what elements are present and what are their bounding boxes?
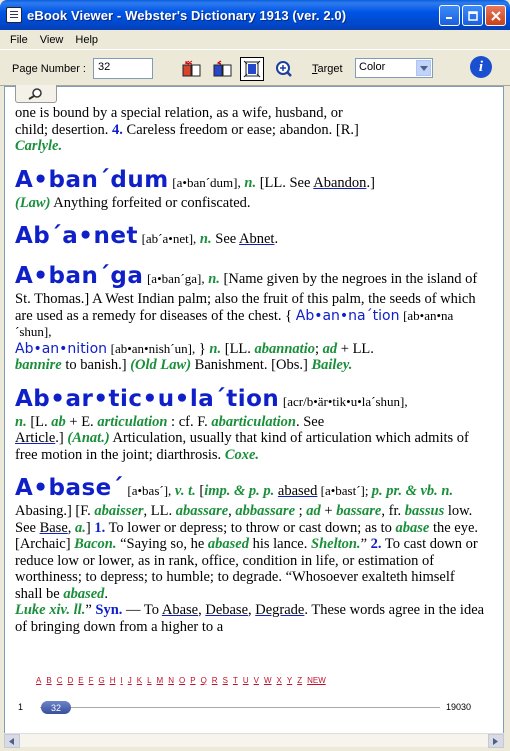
- grammar-label: a.: [75, 519, 86, 536]
- entry-text: [LL.: [221, 340, 255, 357]
- title-bar: [0, 0, 510, 30]
- arrow-left-icon: [9, 738, 15, 745]
- menu-file[interactable]: File: [10, 33, 28, 46]
- alphabet-index: [36, 676, 326, 685]
- maximize-icon: [468, 11, 478, 21]
- author-citation: Coxe.: [224, 446, 260, 463]
- author-citation: Bailey.: [311, 357, 353, 373]
- entry-text: one is bound by a special relation, as a wife, husband, or: [15, 105, 343, 121]
- sub-headword: Ab•an•nition: [15, 340, 108, 357]
- entry-text: child; desertion.: [15, 121, 113, 138]
- entry-text: See: [215, 231, 240, 247]
- entry-text: . See: [295, 413, 325, 430]
- slider-min-label: 1: [18, 702, 24, 712]
- entry-text: : cf. F.: [167, 413, 212, 430]
- alpha-link[interactable]: S: [222, 676, 228, 685]
- definition: .: [104, 585, 109, 602]
- domain-label: (Law): [15, 194, 51, 211]
- entry-text: ]: [85, 519, 95, 536]
- minimize-button[interactable]: [439, 5, 460, 26]
- slider-track[interactable]: [40, 707, 440, 709]
- etymon: bannire: [15, 357, 62, 373]
- definition: . These words agree in the idea of bringing down from a higher to a: [15, 602, 485, 635]
- entry-text: .]: [366, 174, 375, 191]
- entry-text: to banish.]: [61, 357, 131, 373]
- close-icon: [491, 11, 501, 21]
- pronunciation: [a•bas´],: [127, 483, 172, 498]
- sense-number: 2.: [370, 536, 382, 552]
- menu-bar: [0, 30, 510, 49]
- etymon: ad: [322, 340, 338, 357]
- alpha-link[interactable]: H: [109, 676, 116, 685]
- entry-text: , fr.: [381, 503, 405, 519]
- synonym-label: Syn.: [95, 602, 123, 618]
- example-word: abased: [207, 536, 249, 552]
- magnifier-icon: [26, 88, 46, 100]
- alpha-link[interactable]: NEW: [307, 676, 326, 685]
- part-of-speech: n.: [244, 174, 257, 191]
- horizontal-scrollbar[interactable]: [4, 733, 504, 747]
- alpha-link[interactable]: K: [136, 676, 143, 685]
- first-page-button[interactable]: [180, 57, 204, 81]
- cross-reference-link[interactable]: Abase: [161, 602, 199, 618]
- pronunciation: [a•ban´dum],: [172, 174, 241, 190]
- pronunciation: [ab´a•net],: [141, 231, 197, 246]
- slider-max-label: 19030: [446, 702, 472, 712]
- definition: — To: [122, 602, 162, 618]
- entry-text: + E.: [65, 413, 98, 430]
- entry-text: [Name given by the negroes in the island of St. Thomas.] A West Indian palm; also the fruit of this palm, the seeds of which are used as a remedy for diseases of the chest. {: [15, 271, 478, 324]
- grammar-label: imp. & p. p.: [204, 483, 275, 499]
- entry-text: + LL.: [337, 340, 374, 357]
- alpha-link[interactable]: C: [56, 676, 63, 685]
- toolbar: [0, 49, 510, 86]
- entry-text: ;: [314, 340, 323, 357]
- target-label: Target: [312, 63, 343, 75]
- author-citation: Bacon.: [74, 536, 117, 552]
- alpha-link[interactable]: B: [46, 676, 52, 685]
- cross-reference-link[interactable]: Abandon: [313, 174, 367, 191]
- alpha-link[interactable]: Y: [286, 676, 293, 685]
- target-select[interactable]: [355, 58, 433, 78]
- alpha-link[interactable]: Q: [200, 676, 207, 685]
- entry-text: ,: [228, 503, 236, 519]
- entry-abarticulation: [15, 384, 485, 464]
- etymon: abbassare: [235, 503, 296, 519]
- etymon: articulation: [97, 413, 168, 430]
- slider-thumb[interactable]: 32: [41, 701, 71, 714]
- etymon: abannatio: [254, 340, 315, 357]
- search-button[interactable]: [15, 85, 57, 103]
- author-citation: Carlyle.: [15, 138, 63, 154]
- etymon: ab: [51, 413, 66, 430]
- entry-text: , LL.: [143, 503, 176, 519]
- entry-abanga: [15, 261, 485, 374]
- info-button[interactable]: i: [470, 56, 492, 78]
- target-select-value: Color: [359, 61, 386, 73]
- headword: A•base´: [15, 475, 124, 501]
- scroll-right-button[interactable]: [488, 734, 504, 748]
- zoom-in-icon: [275, 60, 293, 78]
- part-of-speech: n.: [199, 231, 212, 247]
- alpha-link[interactable]: M: [156, 676, 164, 685]
- definition: ”: [85, 602, 96, 618]
- definition: Banishment. [Obs.]: [191, 357, 312, 373]
- pronunciation: [a•ban´ga],: [146, 271, 205, 286]
- page-number-label: Page Number :: [12, 63, 86, 75]
- etymon: bassare: [336, 503, 382, 519]
- definition: To lower or depress; to throw or cast down; as to: [105, 519, 396, 536]
- entry-text: ,: [67, 519, 75, 536]
- entry-abase: [15, 473, 485, 635]
- cross-reference-link[interactable]: Base: [39, 519, 68, 536]
- entry-continuation: [15, 105, 485, 155]
- entry-text: ,: [198, 602, 206, 618]
- entry-text: +: [320, 503, 337, 519]
- entry-abanet: [15, 221, 485, 251]
- headword: A•ban´ga: [15, 263, 144, 289]
- pronunciation: [ab•an•nish´un],: [110, 340, 196, 356]
- alpha-link[interactable]: T: [232, 676, 238, 685]
- entry-text: .]: [55, 430, 68, 446]
- etymon: ad: [306, 503, 321, 519]
- headword: Ab´a•net: [15, 223, 138, 249]
- maximize-button[interactable]: [462, 5, 483, 26]
- alpha-link[interactable]: E: [78, 676, 84, 685]
- pronunciation: [ab•an•na´shun],: [15, 307, 454, 339]
- alpha-link[interactable]: J: [127, 676, 132, 685]
- alpha-link[interactable]: D: [67, 676, 74, 685]
- alpha-link[interactable]: V: [253, 676, 259, 685]
- window-controls: [439, 5, 506, 26]
- alpha-link[interactable]: Z: [297, 676, 303, 685]
- part-of-speech: n.: [208, 271, 220, 287]
- page-slider: [0, 700, 510, 716]
- close-button[interactable]: [485, 5, 506, 26]
- alpha-link[interactable]: L: [147, 676, 152, 685]
- etymon: abarticulation: [211, 413, 296, 430]
- menu-view[interactable]: View: [39, 33, 64, 46]
- sub-headword: Ab•an•na´tion: [295, 307, 400, 324]
- definition: Anything forfeited or confiscated.: [53, 194, 251, 211]
- alpha-link[interactable]: U: [242, 676, 249, 685]
- entry-text: [: [195, 483, 205, 499]
- alpha-link[interactable]: R: [211, 676, 218, 685]
- example-word: abase: [395, 519, 430, 536]
- alpha-link[interactable]: O: [178, 676, 186, 685]
- cross-reference-link[interactable]: Debase: [205, 602, 249, 618]
- entry-abandum: [15, 165, 485, 212]
- entry-text: [LL. See: [259, 174, 314, 191]
- entry-text: Careless freedom or ease; abandon. [R.]: [122, 121, 359, 138]
- etymon: abassare: [175, 503, 229, 519]
- part-of-speech: v. t.: [174, 483, 196, 499]
- domain-label: (Anat.): [67, 430, 110, 446]
- page-fit-icon: [243, 60, 261, 78]
- menu-help[interactable]: Help: [75, 33, 99, 46]
- book-first-icon: [182, 60, 202, 78]
- headword: A•ban´dum: [15, 166, 169, 193]
- pronunciation: [a•bast´];: [317, 483, 372, 498]
- cross-reference-link[interactable]: Abnet: [239, 231, 275, 247]
- book-icon: [6, 7, 22, 23]
- alpha-link[interactable]: F: [88, 676, 94, 685]
- cross-reference-link[interactable]: Degrade: [255, 602, 305, 618]
- entry-text: .: [274, 231, 279, 247]
- part-of-speech: n.: [15, 413, 27, 430]
- dictionary-text: [15, 105, 485, 645]
- definition: Articulation, usually that kind of articulation which admits of free motion in the joint; diarthrosis.: [15, 430, 469, 463]
- reader-pane: [4, 86, 504, 746]
- prev-page-button[interactable]: [211, 57, 235, 81]
- entry-text: ,: [248, 602, 256, 618]
- headword: Ab•ar•tic•u•la´tion: [15, 385, 280, 412]
- etymon: abaisser: [94, 503, 144, 519]
- zoom-button[interactable]: [272, 57, 296, 81]
- alpha-link[interactable]: A: [36, 676, 42, 685]
- alpha-link[interactable]: X: [276, 676, 282, 685]
- alpha-link[interactable]: P: [190, 676, 196, 685]
- pronunciation: [acr/b•är•tik•u•la´shun],: [282, 393, 408, 409]
- alpha-link[interactable]: I: [120, 676, 123, 685]
- sense-number: 1.: [94, 519, 106, 536]
- entry-text: }: [195, 340, 210, 357]
- scroll-left-button[interactable]: [4, 734, 20, 748]
- cross-reference-link[interactable]: abased: [277, 483, 318, 499]
- alpha-link[interactable]: G: [98, 676, 105, 685]
- entry-text: low. See: [15, 503, 473, 536]
- page-number-input[interactable]: 32: [93, 58, 153, 79]
- definition: his lance.: [248, 536, 311, 552]
- alpha-link[interactable]: N: [168, 676, 174, 685]
- fit-page-button[interactable]: [240, 57, 264, 81]
- domain-label: (Old Law): [130, 357, 192, 373]
- window-title: eBook Viewer - Webster's Dictionary 1913 (ver. 2.0): [27, 7, 347, 23]
- etymon: bassus: [404, 503, 445, 519]
- definition: To cast down or reduce low or lower, as in rank, office, condition in life, or estimation of worthiness; to depress; to humble; to degrade. “Whosoever exalteth himself shall be: [15, 536, 478, 602]
- minimize-icon: [445, 11, 454, 20]
- author-citation: Shelton.: [311, 536, 361, 552]
- definition: ”: [360, 536, 371, 552]
- alpha-link[interactable]: W: [263, 676, 272, 685]
- sense-number: 4.: [112, 121, 123, 138]
- part-of-speech: n.: [209, 340, 222, 357]
- grammar-label: p. pr. & vb. n.: [371, 483, 454, 499]
- definition: “Saying so, he: [116, 536, 208, 552]
- book-prev-icon: [213, 60, 233, 78]
- entry-text: ;: [295, 503, 307, 519]
- entry-text: [L.: [26, 413, 52, 430]
- cross-reference-link[interactable]: Article: [15, 430, 56, 446]
- arrow-right-icon: [493, 738, 499, 745]
- example-word: abased: [63, 585, 105, 602]
- definition: the eye. [Archaic]: [15, 519, 479, 552]
- chevron-down-icon: [416, 60, 431, 76]
- entry-text: Abasing.] [F.: [15, 503, 95, 519]
- author-citation: Luke xiv. ll.: [15, 602, 86, 618]
